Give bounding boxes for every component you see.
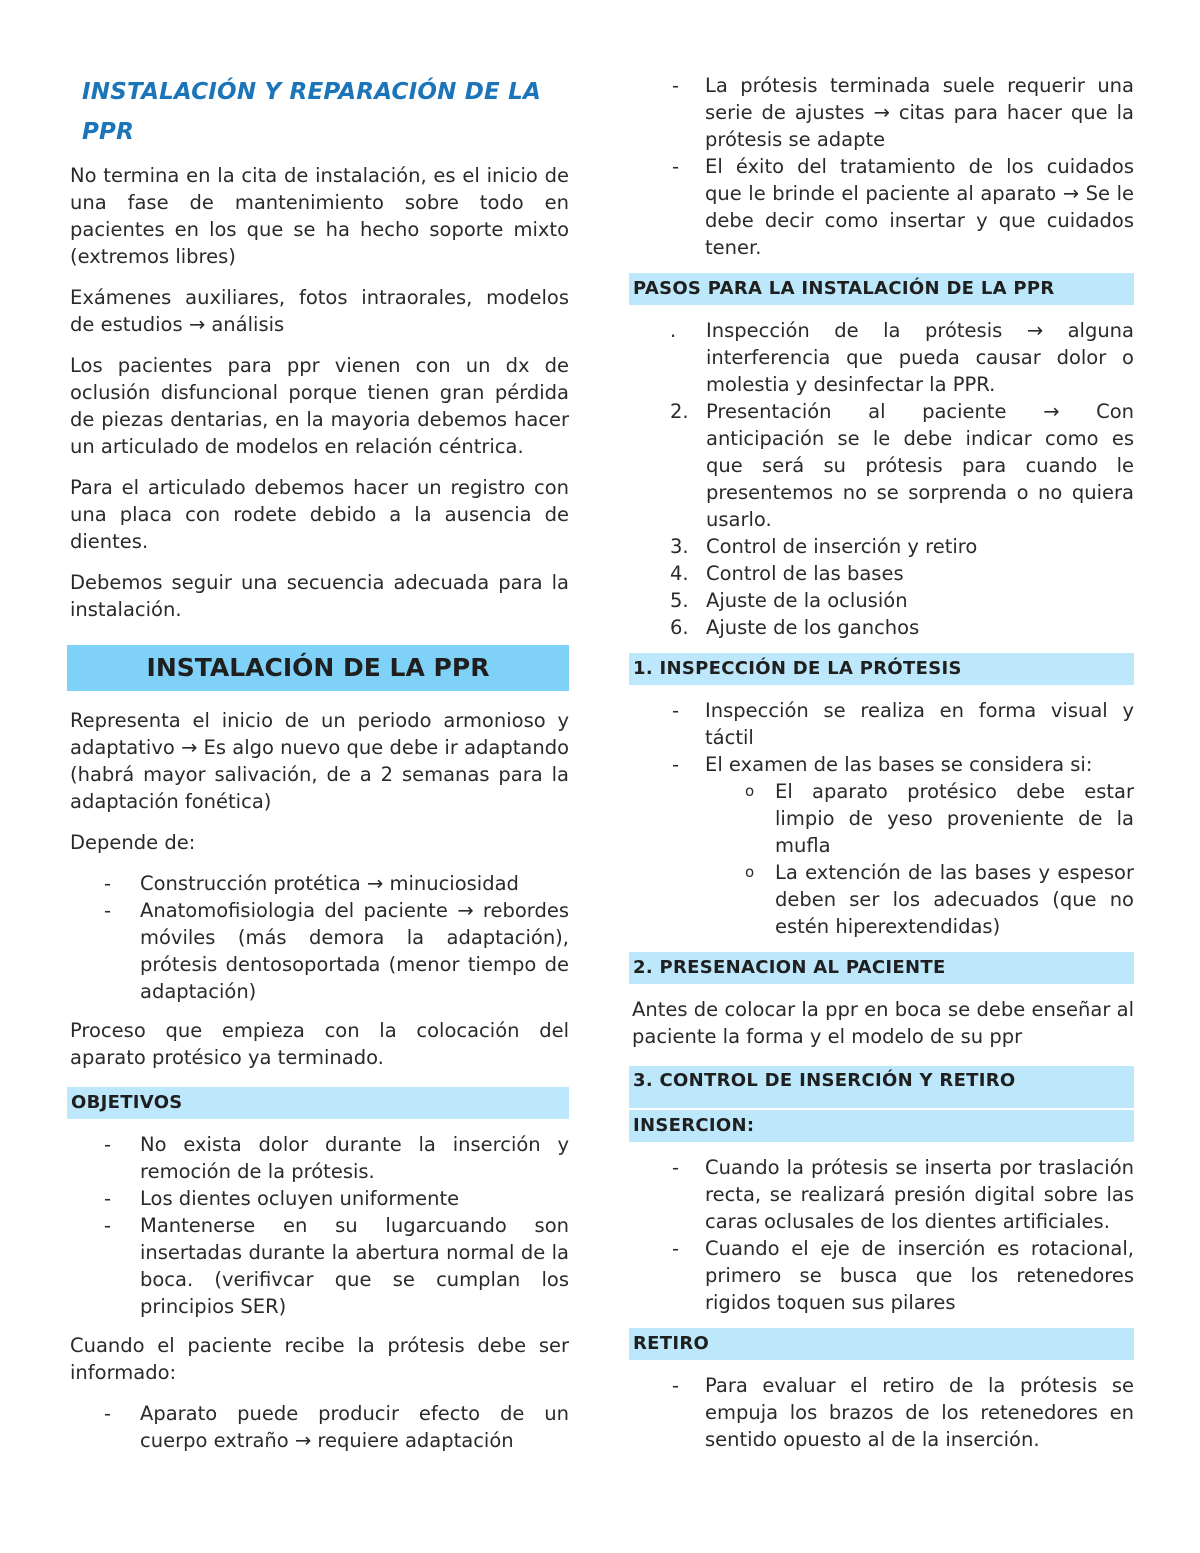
- step-number: 5.: [670, 589, 689, 612]
- list-item: [632, 614, 1134, 641]
- examenes-paragraph: Exámenes auxiliares, fotos intraorales, modelos de estudios → análisis: [70, 286, 569, 336]
- list-item: - Los dientes ocluyen uniformente: [70, 1185, 569, 1212]
- list-item: - Mantenerse en su lugarcuando son insertadas durante la abertura normal de la boca. (verifivcar que se cumplan los principios SER): [70, 1212, 569, 1320]
- list-item: [632, 533, 1134, 560]
- left-column: [70, 68, 569, 1466]
- list-item: - Construcción protética → minuciosidad: [70, 870, 569, 897]
- section-header-insercion: INSERCION:: [629, 1110, 1134, 1142]
- step-number: 4.: [670, 562, 689, 585]
- step-number: 2.: [670, 400, 689, 423]
- depende-list: [70, 870, 569, 1005]
- page-title: INSTALACIÓN Y REPARACIÓN DE LA PPR: [82, 79, 542, 145]
- depende-label: Depende de:: [70, 831, 196, 854]
- cuando-paragraph: Cuando el paciente recibe la prótesis debe ser informado:: [70, 1334, 569, 1384]
- section-header-objetivos: OBJETIVOS: [67, 1087, 569, 1119]
- oclusion-paragraph: Los pacientes para ppr vienen con un dx de oclusión disfuncional porque tienen gran pérdida de piezas dentarias, en la mayoria debemos hacer un articulado de modelos en relación céntrica.: [70, 354, 569, 458]
- list-item-text: El examen de las bases se considera si:: [705, 753, 1093, 776]
- secuencia-paragraph: Debemos seguir una secuencia adecuada para la instalación.: [70, 571, 569, 621]
- list-item: [632, 751, 1134, 940]
- section-header-pasos: PASOS PARA LA INSTALACIÓN DE LA PPR: [629, 273, 1134, 305]
- inspeccion-list: [632, 697, 1134, 940]
- section-header-retiro: RETIRO: [629, 1328, 1134, 1360]
- step-number: .: [670, 319, 677, 342]
- presentacion-paragraph: Antes de colocar la ppr en boca se debe enseñar al paciente la forma y el modelo de su ppr: [632, 998, 1134, 1048]
- list-item: - Anatomofisiologia del paciente → rebordes móviles (más demora la adaptación), prótesis dentosoportada (menor tiempo de adaptación): [70, 897, 569, 1005]
- step-text: Ajuste de los ganchos: [706, 616, 920, 639]
- retiro-list: [632, 1372, 1134, 1453]
- list-item: - No exista dolor durante la inserción y remoción de la prótesis.: [70, 1131, 569, 1185]
- pasos-list: [632, 317, 1134, 641]
- step-text: Presentación al paciente → Con anticipación se le debe indicar como es que será su prótesis para cuando le presentemos no se sorprenda o no quiera usarlo.: [706, 400, 1134, 531]
- section-banner-instalacion: INSTALACIÓN DE LA PPR: [67, 645, 569, 691]
- insercion-list: [632, 1154, 1134, 1316]
- objetivos-list: [70, 1131, 569, 1320]
- step-number: 6.: [670, 616, 689, 639]
- step-text: Inspección de la prótesis → alguna interferencia que pueda causar dolor o molestia y desinfectar la PPR.: [706, 319, 1134, 396]
- list-item: - Cuando la prótesis se inserta por traslación recta, se realizará presión digital sobre las caras oclusales de los dientes artificiales.: [632, 1154, 1134, 1235]
- section-header-inspeccion: 1. INSPECCIÓN DE LA PRÓTESIS: [629, 653, 1134, 685]
- step-text: Ajuste de la oclusión: [706, 589, 908, 612]
- section-header-control: 3. CONTROL DE INSERCIÓN Y RETIRO: [629, 1066, 1134, 1108]
- right-column: [632, 72, 1134, 1465]
- list-item: [632, 317, 1134, 398]
- representa-paragraph: Representa el inicio de un periodo armonioso y adaptativo → Es algo nuevo que debe ir adaptando (habrá mayor salivación, de a 2 semanas para la adaptación fonética): [70, 709, 569, 813]
- sub-list-item: o El aparato protésico debe estar limpio de yeso proveniente de la mufla: [705, 778, 1134, 859]
- intro-paragraph: No termina en la cita de instalación, es el inicio de una fase de mantenimiento sobre todo en pacientes en los que se ha hecho soporte mixto (extremos libres): [70, 164, 569, 268]
- section-header-presentacion: 2. PRESENACION AL PACIENTE: [629, 952, 1134, 984]
- list-item: - Aparato puede producir efecto de un cuerpo extraño → requiere adaptación: [70, 1400, 569, 1454]
- step-number: 3.: [670, 535, 689, 558]
- cuando-list: [70, 1400, 569, 1454]
- ajustes-list: [632, 72, 1134, 261]
- list-item: [632, 560, 1134, 587]
- sub-list-item: o La extención de las bases y espesor deben ser los adecuados (que no estén hiperextendidas): [705, 859, 1134, 940]
- list-item: - Para evaluar el retiro de la prótesis se empuja los brazos de los retenedores en sentido opuesto al de la inserción.: [632, 1372, 1134, 1453]
- list-item: - El éxito del tratamiento de los cuidados que le brinde el paciente al aparato → Se le debe decir como insertar y que cuidados tener.: [632, 153, 1134, 261]
- step-text: Control de inserción y retiro: [706, 535, 978, 558]
- list-item: - Inspección se realiza en forma visual y táctil: [632, 697, 1134, 751]
- list-item: - La prótesis terminada suele requerir una serie de ajustes → citas para hacer que la prótesis se adapte: [632, 72, 1134, 153]
- list-item: [632, 398, 1134, 533]
- list-item: - Cuando el eje de inserción es rotacional, primero se busca que los retenedores rigidos toquen sus pilares: [632, 1235, 1134, 1316]
- proceso-paragraph: Proceso que empieza con la colocación del aparato protésico ya terminado.: [70, 1019, 569, 1069]
- list-item: [632, 587, 1134, 614]
- inspeccion-sublist: [705, 778, 1134, 940]
- step-text: Control de las bases: [706, 562, 904, 585]
- articulado-paragraph: Para el articulado debemos hacer un registro con una placa con rodete debido a la ausencia de dientes.: [70, 476, 569, 553]
